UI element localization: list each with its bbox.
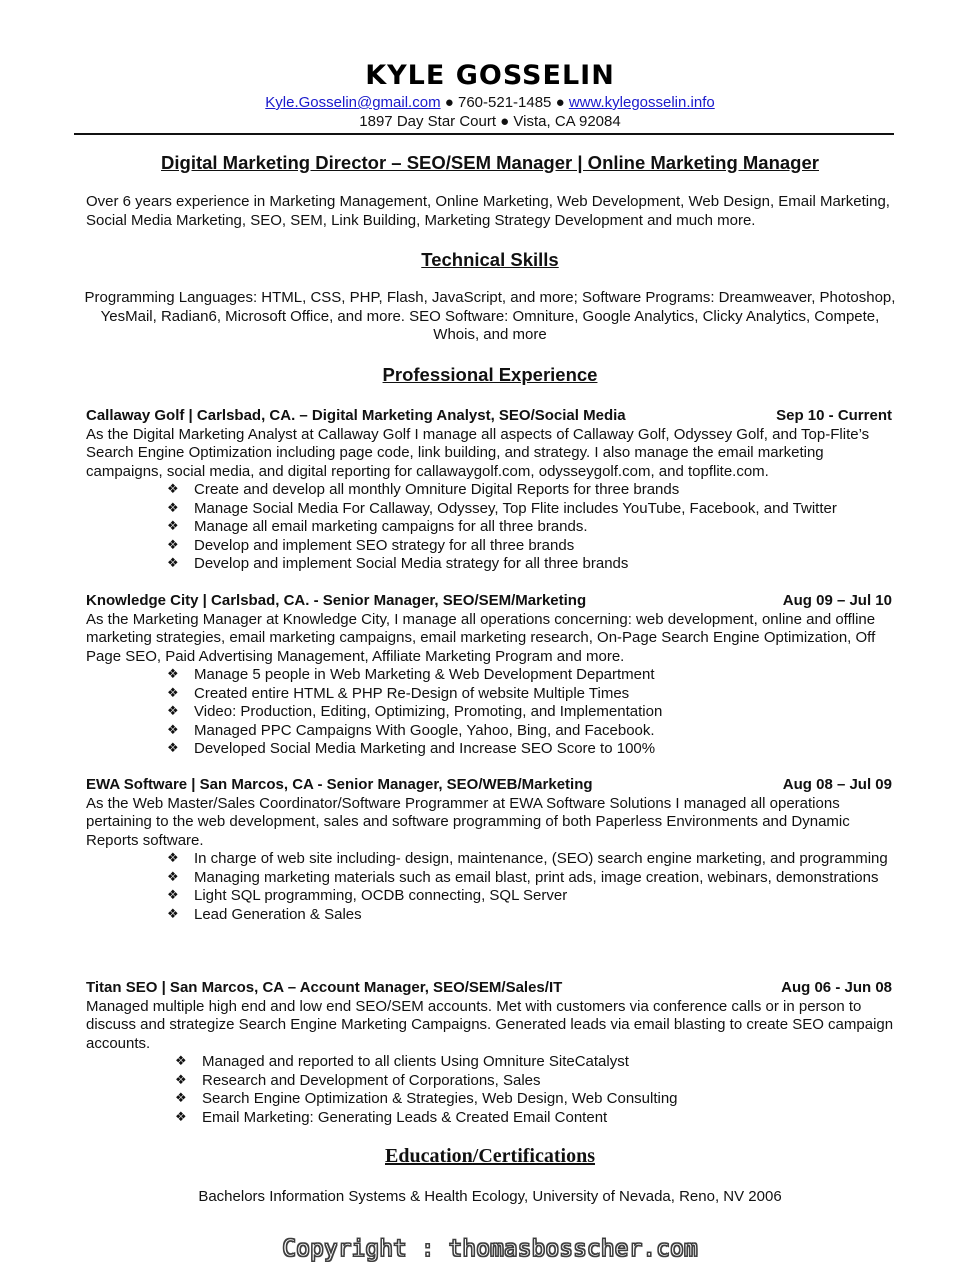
diamond-bullet-icon: ❖ — [167, 851, 179, 866]
diamond-bullet-icon: ❖ — [175, 1054, 187, 1069]
job-dates: Aug 06 - Jun 08 — [781, 979, 892, 996]
skills-paragraph: Programming Languages: HTML, CSS, PHP, Flash, JavaScript, and more; Software Programs: Dreamweaver, Photoshop, YesMail, Radian6, Microsoft Office, and more. SEO Software: Omniture, Google Analytics, Clicky Analytics, Compete, Whois, and more — [84, 289, 896, 343]
bullet-item — [86, 666, 896, 685]
bullet-item — [86, 887, 896, 906]
diamond-bullet-icon: ❖ — [167, 519, 179, 534]
bullet-text: Managing marketing materials such as email blast, print ads, image creation, webinars, demonstrations — [194, 868, 879, 886]
job-title: Titan SEO | San Marcos, CA – Account Manager, SEO/SEM/Sales/IT — [86, 979, 563, 996]
bullet-item — [86, 906, 896, 925]
bullet-text: Created entire HTML & PHP Re-Design of website Multiple Times — [194, 684, 630, 702]
separator-dot: ● — [555, 94, 565, 111]
experience-section-title: Professional Experience — [382, 364, 598, 385]
job-title: Knowledge City | Carlsbad, CA. - Senior Manager, SEO/SEM/Marketing — [86, 592, 587, 609]
bullet-item — [86, 740, 896, 759]
bullet-text: In charge of web site including- design, maintenance, (SEO) search engine marketing, and programming — [194, 850, 888, 867]
bullet-text: Search Engine Optimization & Strategies, Web Design, Web Consulting — [202, 1090, 678, 1107]
bullet-item — [86, 703, 896, 722]
bullet-text: Light SQL programming, OCDB connecting, SQL Server — [194, 887, 568, 904]
bullet-text: Create and develop all monthly Omniture Digital Reports for three brands — [194, 481, 680, 498]
copyright-watermark: Copyright : thomasbosscher.com — [282, 1236, 698, 1262]
bullet-text: Research and Development of Corporations, Sales — [202, 1071, 541, 1089]
diamond-bullet-icon: ❖ — [175, 1091, 187, 1106]
bullet-item — [86, 500, 896, 519]
job-header — [86, 979, 896, 998]
header-divider — [74, 133, 894, 135]
job-entry — [86, 776, 896, 924]
bullet-item — [86, 1072, 896, 1091]
headline-title: Digital Marketing Director – SEO/SEM Manager | Online Marketing Manager — [161, 152, 819, 173]
bullet-text: Managed and reported to all clients Using Omniture SiteCatalyst — [202, 1053, 629, 1070]
bullet-text: Email Marketing: Generating Leads & Created Email Content — [202, 1108, 608, 1126]
bullet-item — [86, 685, 896, 704]
bullet-item — [86, 1053, 896, 1072]
bullet-text: Developed Social Media Marketing and Increase SEO Score to 100% — [194, 740, 656, 757]
bullet-text: Video: Production, Editing, Optimizing, Promoting, and Implementation — [194, 703, 663, 720]
bullet-text: Manage Social Media For Callaway, Odyssey, Top Flite includes YouTube, Facebook, and Twitter — [194, 499, 837, 517]
diamond-bullet-icon: ❖ — [167, 500, 179, 516]
job-description: As the Marketing Manager at Knowledge City, I manage all operations concerning: web development, online and offline marketing strategies, email marketing campaigns, email marketing research, On-Page Search Engine Optimization, Off Page SEO, Paid Advertising Management, Affiliate Marketing Program and more. — [86, 610, 876, 665]
education-section-title: Education/Certifications — [385, 1145, 595, 1167]
job-entry — [86, 979, 896, 1127]
job-dates: Aug 09 – Jul 10 — [782, 592, 892, 609]
bullet-text: Develop and implement Social Media strategy for all three brands — [194, 555, 629, 572]
bullet-text: Manage all email marketing campaigns for all three brands. — [194, 518, 588, 535]
bullet-text: Managed PPC Campaigns With Google, Yahoo, Bing, and Facebook. — [194, 721, 655, 739]
job-title: EWA Software | San Marcos, CA - Senior Manager, SEO/WEB/Marketing — [86, 776, 593, 793]
job-bullets — [86, 481, 896, 574]
summary-paragraph: Over 6 years experience in Marketing Management, Online Marketing, Web Development, Web Design, Email Marketing, Social Media Marketing, SEO, SEM, Link Building, Marketing Strategy Development and much more. — [86, 193, 890, 229]
diamond-bullet-icon: ❖ — [167, 722, 179, 738]
job-dates: Aug 08 – Jul 09 — [782, 776, 892, 793]
education-entry: Bachelors Information Systems & Health Ecology, University of Nevada, Reno, NV 2006 — [198, 1188, 782, 1205]
diamond-bullet-icon: ❖ — [167, 537, 179, 553]
address-line: 1897 Day Star Court ● Vista, CA 92084 — [359, 113, 621, 130]
diamond-bullet-icon: ❖ — [167, 482, 179, 497]
job-description: As the Digital Marketing Analyst at Callaway Golf I manage all aspects of Callaway Golf, Odyssey Golf, and Top-Flite’s Search Engine Optimization including page code, link building, and strategy. I also manage the email marketing campaigns, social media, and digital reporting for callawaygolf.com, odysseygolf.com, and topflite.com. — [86, 425, 870, 480]
job-header — [86, 776, 896, 795]
job-description: As the Web Master/Sales Coordinator/Software Programmer at EWA Software Solutions I managed all operations pertaining to the web development, sales and software programming of both Paperless Environments and Dynamic Reports software. — [86, 794, 850, 849]
diamond-bullet-icon: ❖ — [167, 888, 179, 903]
job-title: Callaway Golf | Carlsbad, CA. – Digital Marketing Analyst, SEO/Social Media — [86, 407, 626, 424]
diamond-bullet-icon: ❖ — [167, 741, 179, 756]
phone-number: 760-521-1485 — [457, 94, 552, 111]
job-entry — [86, 407, 896, 574]
bullet-text: Manage 5 people in Web Marketing & Web Development Department — [194, 666, 655, 683]
diamond-bullet-icon: ❖ — [167, 685, 179, 701]
diamond-bullet-icon: ❖ — [175, 1109, 187, 1125]
job-bullets — [86, 1053, 896, 1127]
job-bullets — [86, 666, 896, 759]
bullet-item — [86, 555, 896, 574]
bullet-item — [86, 1109, 896, 1128]
bullet-item — [86, 869, 896, 888]
candidate-name: KYLE GOSSELIN — [365, 60, 615, 91]
diamond-bullet-icon: ❖ — [167, 556, 179, 571]
skills-section-title: Technical Skills — [421, 249, 559, 270]
job-header — [86, 407, 896, 426]
diamond-bullet-icon: ❖ — [175, 1072, 187, 1088]
diamond-bullet-icon: ❖ — [167, 704, 179, 719]
bullet-text: Develop and implement SEO strategy for all three brands — [194, 536, 575, 554]
website-link[interactable]: www.kylegosselin.info — [568, 94, 715, 111]
job-bullets — [86, 850, 896, 924]
job-description: Managed multiple high end and low end SEO/SEM accounts. Met with customers via conference calls or in person to discuss and strategize Search Engine Marketing Campaigns. Generated leads via email blasting to create SEO campaign accounts. — [86, 997, 894, 1052]
bullet-item — [86, 850, 896, 869]
contact-line — [0, 94, 980, 113]
diamond-bullet-icon: ❖ — [167, 906, 179, 922]
job-entry — [86, 592, 896, 759]
diamond-bullet-icon: ❖ — [167, 667, 179, 682]
bullet-item — [86, 481, 896, 500]
email-link[interactable]: Kyle.Gosselin@gmail.com — [265, 94, 441, 111]
bullet-item — [86, 537, 896, 556]
bullet-item — [86, 518, 896, 537]
job-header — [86, 592, 896, 611]
bullet-item — [86, 722, 896, 741]
bullet-item — [86, 1090, 896, 1109]
diamond-bullet-icon: ❖ — [167, 869, 179, 885]
bullet-text: Lead Generation & Sales — [194, 905, 362, 923]
separator-dot: ● — [444, 94, 454, 111]
job-dates: Sep 10 - Current — [776, 407, 892, 424]
